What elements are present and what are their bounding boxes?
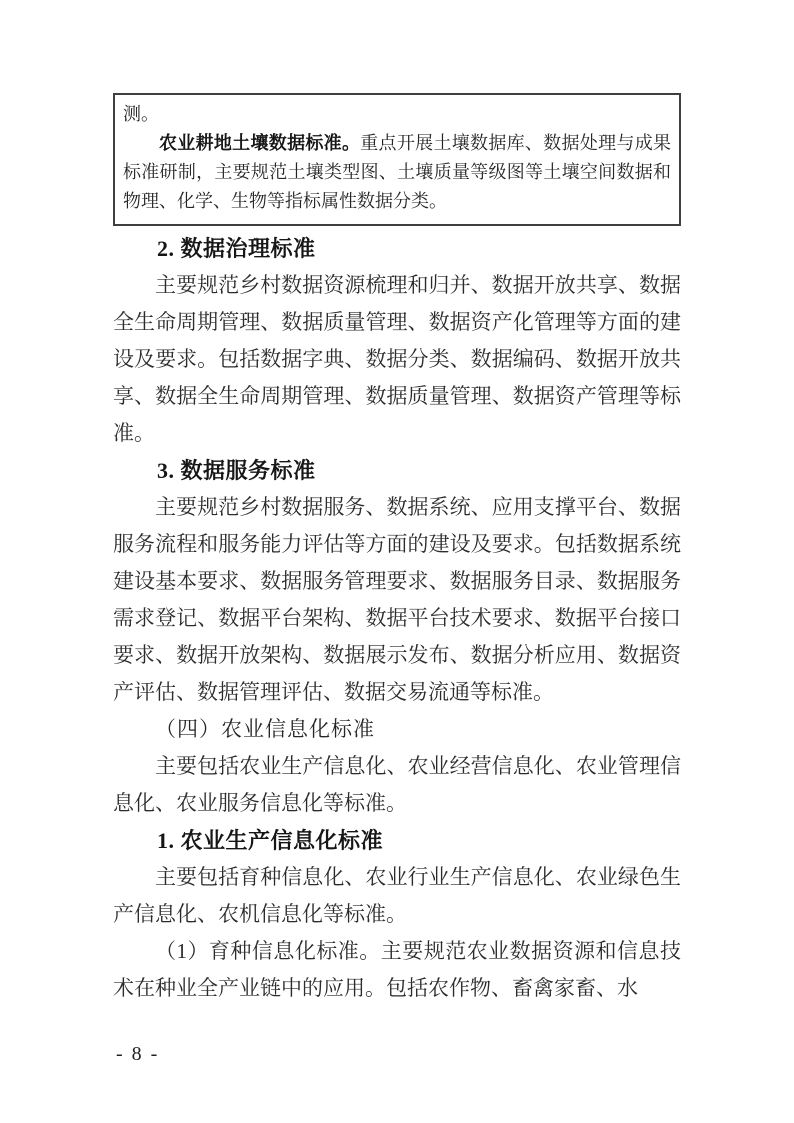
page-number: - 8 -: [116, 1043, 160, 1065]
box-paragraph: [123, 129, 671, 216]
section-heading-data-governance: 2. 数据治理标准: [157, 236, 316, 261]
section-heading-agri-informatization: （四）农业信息化标准: [155, 717, 375, 741]
section-heading-data-service: 3. 数据服务标准: [157, 458, 316, 483]
section-heading-agri-production-informatization: 1. 农业生产信息化标准: [157, 828, 384, 853]
box-paragraph-rest: 重点开展土壤数据库、数据处理与成果标准研制，主要规范土壤类型图、土壤质量等级图等土壤空间数据和物理、化学、生物等指标属性数据分类。: [123, 133, 672, 211]
section-body-agri-production-informatization: 主要包括育种信息化、农业行业生产信息化、农业绿色生产信息化、农机信息化等标准。: [113, 865, 681, 926]
continued-note-box: [113, 93, 681, 226]
box-paragraph-lead-bold: 农业耕地土壤数据标准。: [159, 133, 361, 153]
item-paragraph-breeding-informatization: （1）育种信息化标准。主要规范农业数据资源和信息技术在种业全产业链中的应用。包括农作物、畜禽家畜、水: [113, 939, 681, 1000]
document-content: [113, 93, 681, 1007]
section-body-data-governance: 主要规范乡村数据资源梳理和归并、数据开放共享、数据全生命周期管理、数据质量管理、数据资产化管理等方面的建设及要求。包括数据字典、数据分类、数据编码、数据开放共享、数据全生命周期管理、数据质量管理、数据资产管理等标准。: [113, 273, 681, 445]
box-continuation-line: 测。: [123, 104, 159, 124]
section-body-agri-informatization: 主要包括农业生产信息化、农业经营信息化、农业管理信息化、农业服务信息化等标准。: [113, 754, 681, 815]
section-body-data-service: 主要规范乡村数据服务、数据系统、应用支撑平台、数据服务流程和服务能力评估等方面的建设及要求。包括数据系统建设基本要求、数据服务管理要求、数据服务目录、数据服务需求登记、数据平台架构、数据平台技术要求、数据平台接口要求、数据开放架构、数据展示发布、数据分析应用、数据资产评估、数据管理评估、数据交易流通等标准。: [113, 495, 681, 704]
